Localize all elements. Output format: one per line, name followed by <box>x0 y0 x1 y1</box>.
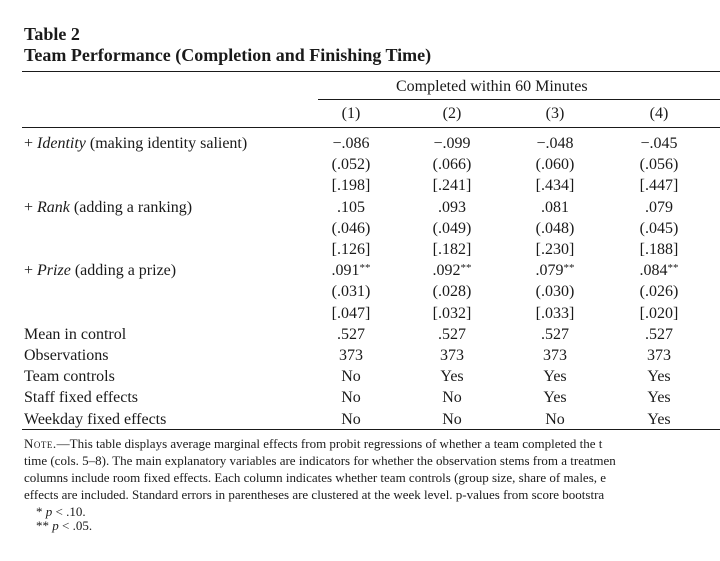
cell-value: (.031) <box>331 283 371 301</box>
column-header-1: (1) <box>341 105 361 122</box>
table-row <box>0 133 720 154</box>
cell-value: Yes <box>440 368 464 386</box>
table-cell <box>619 324 699 345</box>
cell-value: [.198] <box>331 177 371 195</box>
cell-value: No <box>545 410 565 428</box>
cell-value: No <box>341 368 361 386</box>
footnote-p-1: p <box>45 504 53 519</box>
cell-value: [.188] <box>639 241 679 258</box>
row-label-description: (adding a ranking) <box>69 198 193 216</box>
table-cell <box>515 239 595 260</box>
top-rule <box>22 71 720 72</box>
row-label-prefix: + <box>24 198 38 216</box>
column-header-2: (2) <box>442 105 462 122</box>
cell-value: [.182] <box>432 241 472 258</box>
cell-value: .527 <box>438 325 466 343</box>
table-row <box>0 409 720 430</box>
table-cell <box>412 387 492 408</box>
table-cell <box>515 409 595 430</box>
cell-value: .091 <box>331 262 360 280</box>
cell-value: (.048) <box>535 219 575 237</box>
cell-value: (.066) <box>432 156 472 174</box>
table-row <box>0 387 720 408</box>
row-label-description: (adding a prize) <box>70 262 177 280</box>
note-text-1: —This table displays average marginal effects from probit regressions of whether a team completed the t <box>56 436 603 451</box>
row-label <box>24 387 138 408</box>
table-label: Table 2 <box>24 24 80 44</box>
cell-value: .527 <box>337 325 365 343</box>
table-cell <box>311 175 391 196</box>
table-cell <box>412 197 492 218</box>
table-row <box>0 175 720 196</box>
cell-value: (.049) <box>432 219 472 237</box>
cell-value: 373 <box>543 347 567 364</box>
table-cell <box>619 154 699 175</box>
table-cell <box>619 197 699 218</box>
cell-value: .079 <box>535 262 564 280</box>
cell-value: .084 <box>639 262 668 280</box>
cell-value: .527 <box>645 325 673 343</box>
table-row <box>0 303 720 324</box>
cell-value: Yes <box>647 368 671 386</box>
table-cell <box>412 345 492 366</box>
cell-value: (.052) <box>331 156 371 174</box>
table-cell <box>619 175 699 196</box>
row-label-prefix: + <box>24 135 38 152</box>
table-cell <box>311 366 391 387</box>
cell-value: [.126] <box>331 241 371 258</box>
table-cell <box>515 366 595 387</box>
cell-value: (.056) <box>639 156 679 174</box>
row-label-description: Observations <box>24 347 109 364</box>
table-cell <box>619 366 699 387</box>
table-cell <box>412 281 492 302</box>
cell-value: [.020] <box>639 304 679 322</box>
cell-value: .081 <box>541 198 569 216</box>
table-cell <box>311 345 391 366</box>
table-title: Team Performance (Completion and Finishing Time) <box>24 45 432 65</box>
cell-value: [.032] <box>432 304 472 322</box>
table-cell <box>412 175 492 196</box>
cell-value: [.434] <box>535 177 575 195</box>
row-label-term: Prize <box>37 262 71 280</box>
table-row <box>0 260 720 281</box>
table-cell <box>311 387 391 408</box>
row-label-description: Team controls <box>24 368 115 386</box>
table-cell <box>515 175 595 196</box>
significance-stars: ** <box>460 262 472 275</box>
cell-value: [.230] <box>535 241 575 258</box>
table-row <box>0 154 720 175</box>
table-cell <box>311 218 391 239</box>
cell-value: (.060) <box>535 156 575 174</box>
cell-value: No <box>341 389 361 407</box>
cell-value: [.447] <box>639 177 679 195</box>
table-cell <box>515 133 595 154</box>
row-label-description: Mean in control <box>24 325 127 343</box>
table-cell <box>311 303 391 324</box>
note-line-3: columns include room fixed effects. Each column indicates whether team controls (group size, share of males, e <box>24 470 607 485</box>
spanner-rule <box>318 99 720 100</box>
cell-value: Yes <box>647 410 671 428</box>
cell-value: −.048 <box>536 135 574 152</box>
table-cell <box>412 218 492 239</box>
table-cell <box>619 387 699 408</box>
header-rule <box>22 127 720 128</box>
cell-value: .527 <box>541 325 569 343</box>
table-cell <box>619 345 699 366</box>
footnote-mark-1: * <box>36 504 43 519</box>
table-cell <box>515 345 595 366</box>
footnote-1 <box>36 504 86 519</box>
table-cell <box>619 239 699 260</box>
significance-stars: ** <box>563 262 575 275</box>
table-cell <box>412 260 492 281</box>
table-row <box>0 324 720 345</box>
row-label-description: (making identity salient) <box>85 135 248 152</box>
table-cell <box>515 218 595 239</box>
cell-value: (.030) <box>535 283 575 301</box>
table-cell <box>619 260 699 281</box>
column-header-4: (4) <box>649 105 669 122</box>
row-label-term: Rank <box>37 198 70 216</box>
table-cell <box>412 133 492 154</box>
table-cell <box>412 324 492 345</box>
table-row <box>0 345 720 366</box>
table-note <box>24 435 720 503</box>
column-header-3: (3) <box>545 105 565 122</box>
column-spanner: Completed within 60 Minutes <box>396 78 588 95</box>
row-label-description: Staff fixed effects <box>24 389 139 407</box>
row-label-term: Identity <box>37 135 86 152</box>
row-label <box>24 324 126 345</box>
table-cell <box>619 303 699 324</box>
cell-value: (.045) <box>639 219 679 237</box>
table-cell <box>412 303 492 324</box>
table-row <box>0 366 720 387</box>
row-label <box>24 133 247 154</box>
table-cell <box>311 260 391 281</box>
table-cell <box>619 281 699 302</box>
table-row <box>0 197 720 218</box>
note-line-4: effects are included. Standard errors in parentheses are clustered at the week level. p-values from score bootstra <box>24 487 605 502</box>
table-cell <box>619 409 699 430</box>
cell-value: (.026) <box>639 283 679 301</box>
cell-value: [.241] <box>432 177 472 195</box>
table-cell <box>311 133 391 154</box>
table-cell <box>515 197 595 218</box>
table-cell <box>515 324 595 345</box>
footnote-2 <box>36 518 92 533</box>
table-row <box>0 281 720 302</box>
cell-value: −.099 <box>433 135 471 152</box>
table-row <box>0 239 720 260</box>
cell-value: (.028) <box>432 283 472 301</box>
table-cell <box>412 366 492 387</box>
cell-value: No <box>442 389 462 407</box>
row-label-description: Weekday fixed effects <box>24 410 167 428</box>
row-label <box>24 409 166 430</box>
row-label-prefix: + <box>24 262 38 280</box>
cell-value: 373 <box>647 347 671 364</box>
cell-value: (.046) <box>331 219 371 237</box>
table-cell <box>515 154 595 175</box>
bottom-rule <box>22 429 720 430</box>
table-cell <box>311 409 391 430</box>
table-cell <box>515 260 595 281</box>
footnote-text-1: < .10. <box>52 504 86 519</box>
table-cell <box>311 154 391 175</box>
footnote-text-2: < .05. <box>58 518 93 533</box>
cell-value: −.045 <box>640 135 678 152</box>
row-label <box>24 197 192 218</box>
cell-value: .105 <box>337 198 365 216</box>
note-line-1 <box>24 435 720 452</box>
cell-value: Yes <box>543 368 567 386</box>
cell-value: 373 <box>339 347 363 364</box>
table-cell <box>311 197 391 218</box>
row-label <box>24 345 108 366</box>
table-cell <box>619 218 699 239</box>
cell-value: Yes <box>647 389 671 407</box>
significance-stars: ** <box>667 262 679 275</box>
cell-value: [.047] <box>331 304 371 322</box>
significance-stars: ** <box>359 262 371 275</box>
cell-value: No <box>442 410 462 428</box>
table-cell <box>412 409 492 430</box>
table-cell <box>412 154 492 175</box>
table-cell <box>311 239 391 260</box>
cell-value: [.033] <box>535 304 575 322</box>
cell-value: 373 <box>440 347 464 364</box>
footnote-p-2: p <box>52 518 59 533</box>
note-label: Note. <box>24 436 57 451</box>
cell-value: .092 <box>432 262 461 280</box>
cell-value: −.086 <box>332 135 370 152</box>
table-cell <box>412 239 492 260</box>
cell-value: .093 <box>438 198 466 216</box>
note-line-2: time (cols. 5–8). The main explanatory variables are indicators for whether the observation stems from a treatmen <box>24 453 616 468</box>
cell-value: No <box>341 410 361 428</box>
table-row <box>0 218 720 239</box>
table-cell <box>311 281 391 302</box>
row-label <box>24 260 176 281</box>
table-cell <box>619 133 699 154</box>
table-cell <box>515 303 595 324</box>
cell-value: Yes <box>543 389 567 407</box>
cell-value: .079 <box>645 198 673 216</box>
footnote-mark-2: ** <box>36 518 49 533</box>
table-cell <box>311 324 391 345</box>
table-cell <box>515 387 595 408</box>
row-label <box>24 366 115 387</box>
table-cell <box>515 281 595 302</box>
